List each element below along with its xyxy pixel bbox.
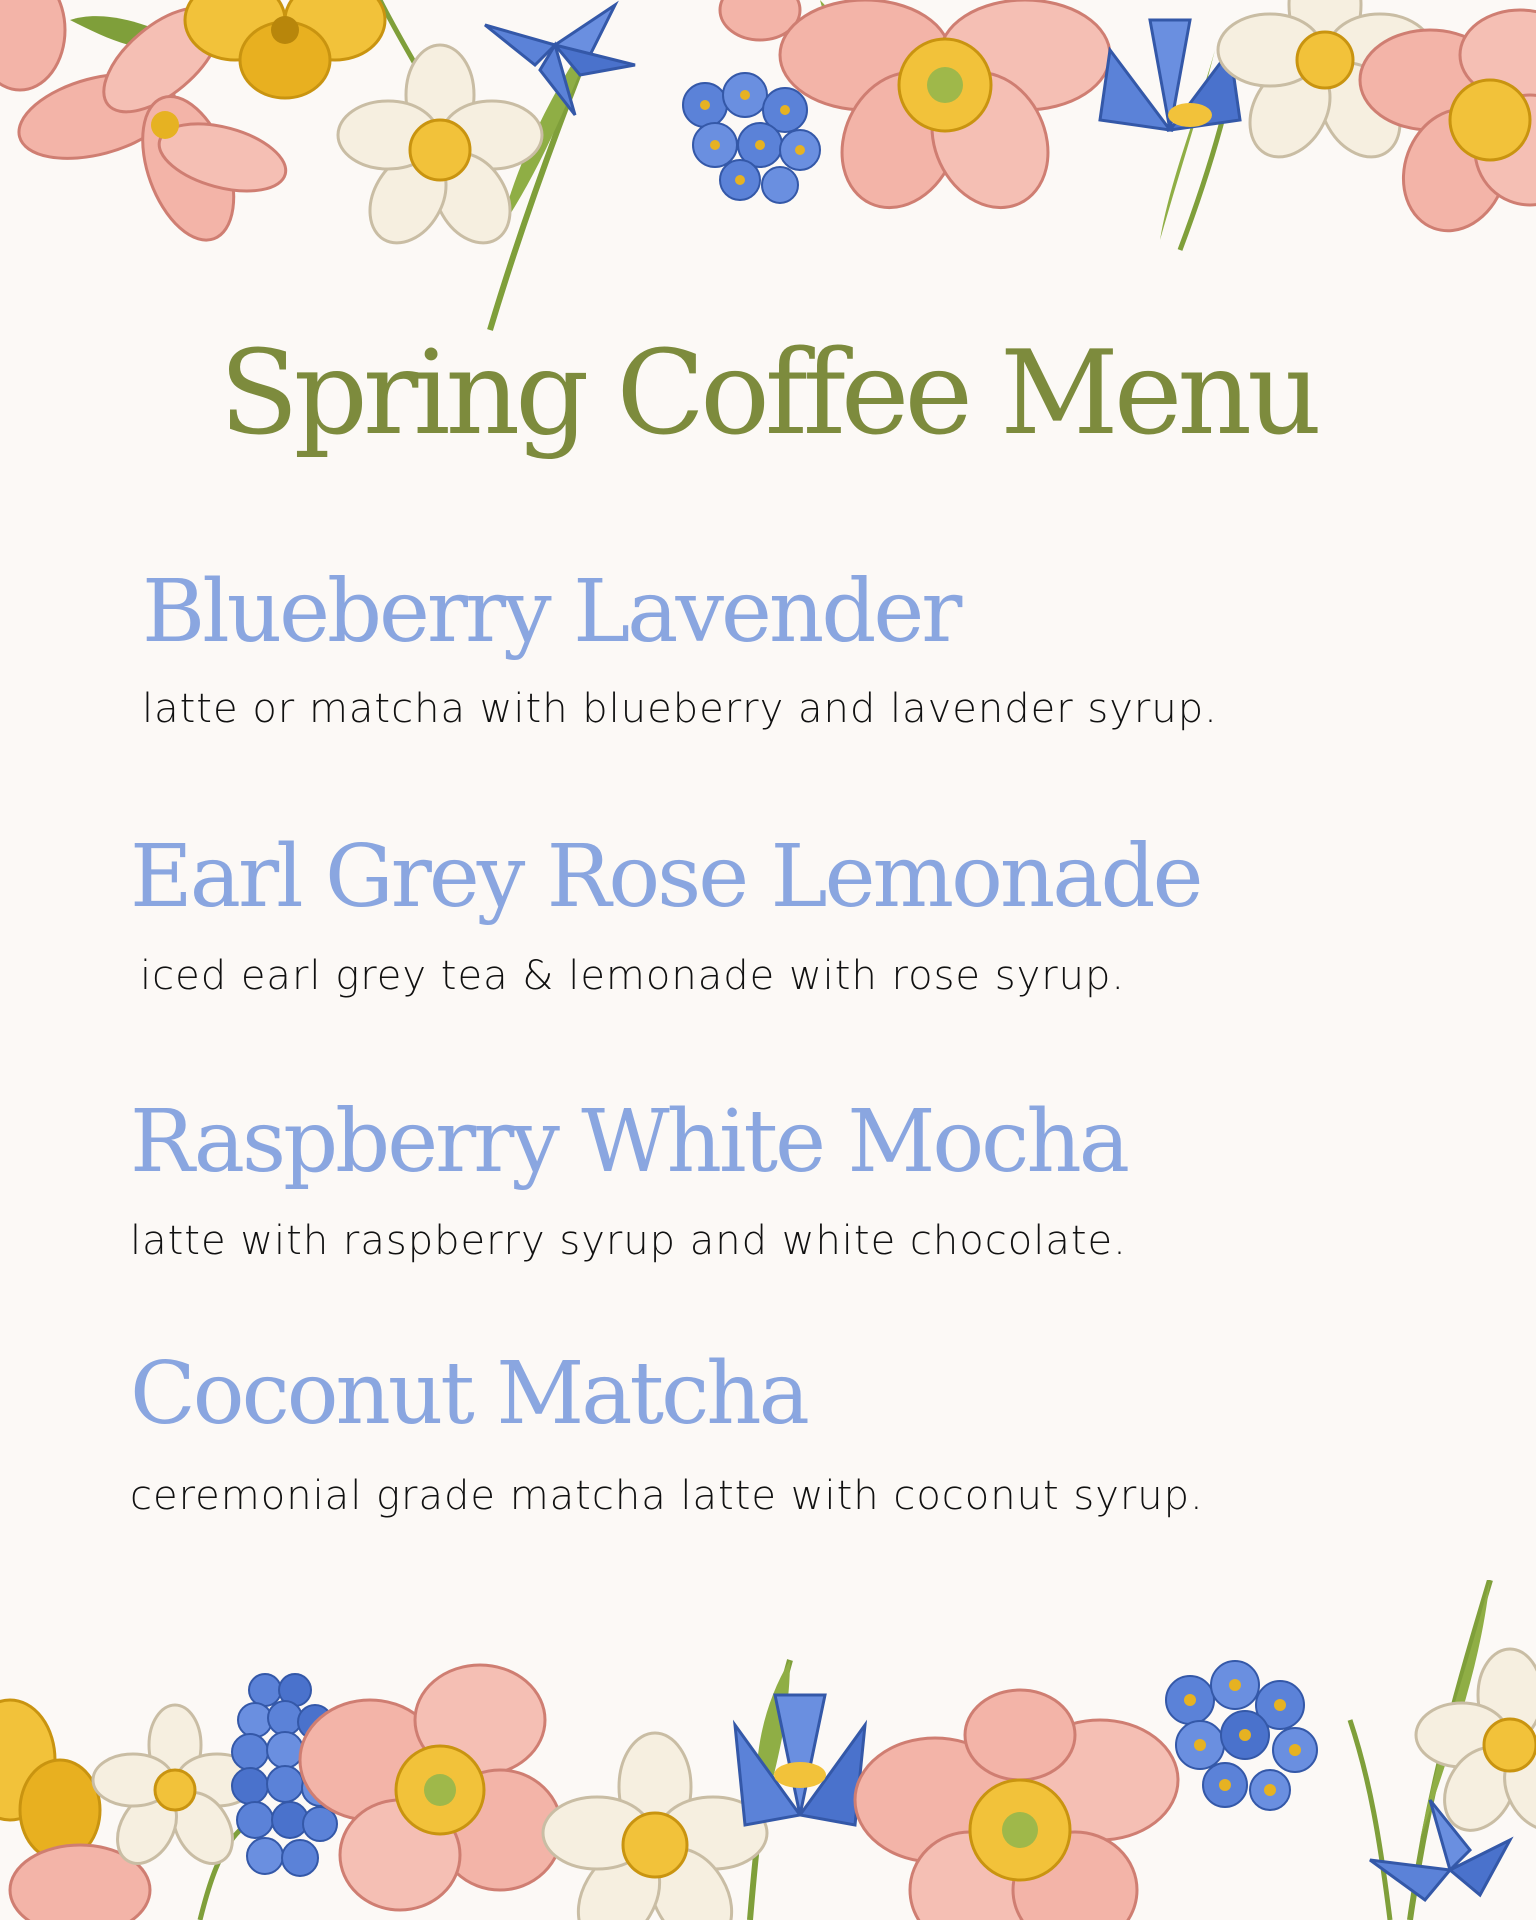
menu-item-name: Earl Grey Rose Lemonade	[130, 827, 1201, 927]
menu-item-name: Coconut Matcha	[130, 1344, 807, 1444]
menu-item-name: Raspberry White Mocha	[130, 1092, 1128, 1192]
menu-item-description: iced earl grey tea & lemonade with rose syrup.	[140, 953, 1126, 999]
menu-item-description: latte or matcha with blueberry and lavender syrup.	[142, 686, 1218, 732]
menu-title: Spring Coffee Menu	[219, 326, 1317, 461]
bottom-floral-border	[0, 1580, 1536, 1910]
menu-item-description: ceremonial grade matcha latte with coconut syrup.	[130, 1473, 1204, 1519]
menu-item-description: latte with raspberry syrup and white chocolate.	[130, 1218, 1127, 1264]
menu-item-name: Blueberry Lavender	[142, 562, 960, 662]
floral-border-icon	[0, 1580, 1536, 1920]
